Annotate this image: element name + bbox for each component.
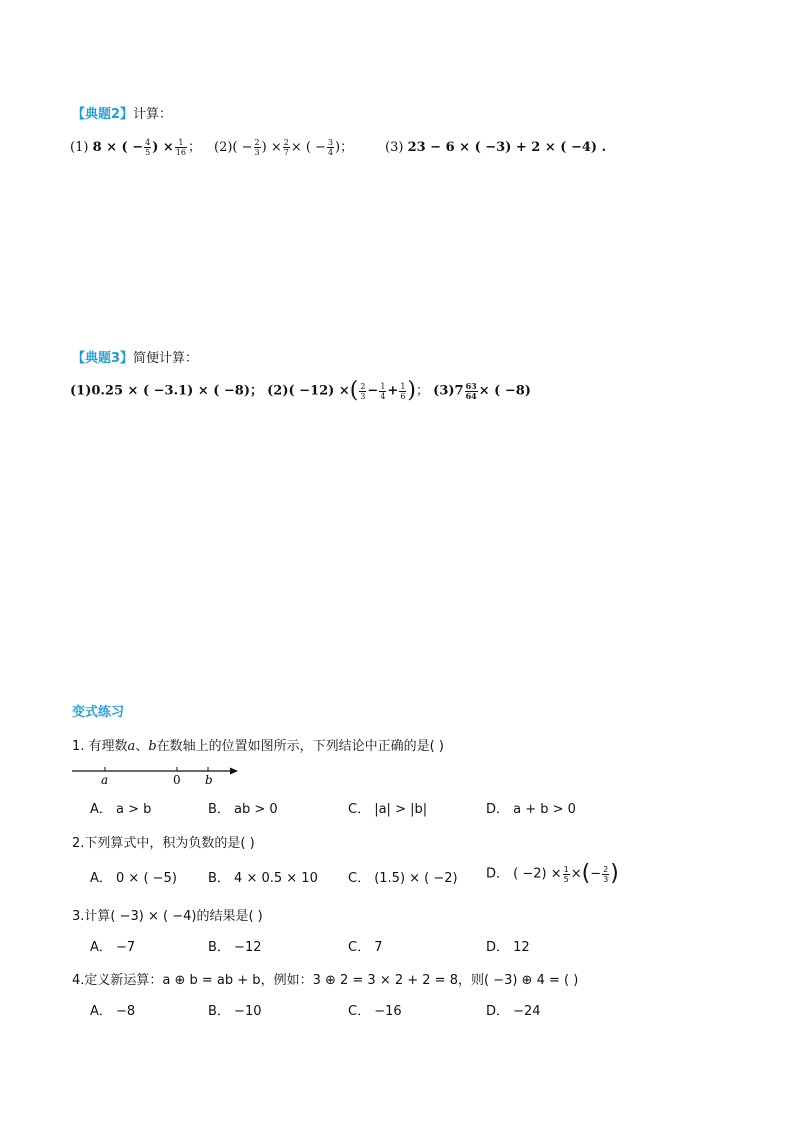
ex2-p1-a: 8 × ( − <box>92 140 144 155</box>
paren-open: ( <box>581 861 591 886</box>
frac-num: 2 <box>283 138 289 147</box>
frac-den: 7 <box>283 148 289 157</box>
ex3-p2-minus: − <box>367 383 379 399</box>
example-2-problem-3 <box>385 138 606 158</box>
q4-option-d[interactable]: D． −24 <box>486 1004 541 1019</box>
q2-d-frac1 <box>563 865 570 884</box>
frac-num: 3 <box>327 138 334 147</box>
example-3-header <box>72 347 198 366</box>
ex2-p2-b: ) × <box>261 140 282 155</box>
example-3-title: 简便计算： <box>133 351 199 366</box>
example-3-tag: 【典题3】 <box>72 351 134 366</box>
q2-option-a[interactable]: A． 0 × ( −5) <box>90 871 177 886</box>
frac-den: 3 <box>254 148 260 157</box>
example-2-problem-2 <box>214 138 353 158</box>
ex2-p2-c: × ( − <box>290 140 326 155</box>
q2-d-b: × <box>570 866 582 882</box>
label-b: b <box>205 773 213 787</box>
q1-option-c[interactable]: C． |a| > |b| <box>348 802 428 817</box>
example-2-header <box>72 103 172 122</box>
question-2: 2.下列算式中，积为负数的是( ) <box>72 836 255 851</box>
ex3-p2-frac2 <box>379 382 386 401</box>
q3-option-d[interactable]: D． 12 <box>486 940 530 955</box>
label-a: a <box>101 773 109 787</box>
q4-option-a[interactable]: A． −8 <box>90 1004 136 1019</box>
q1-var-a: a <box>127 739 136 754</box>
example-2-tag: 【典题2】 <box>72 107 134 122</box>
ex3-p2-end: ； <box>416 383 430 399</box>
paren-close: ) <box>610 861 619 886</box>
frac-den: 5 <box>563 874 569 884</box>
frac-num: 4 <box>145 138 151 147</box>
ex2-p2-frac2 <box>283 138 290 157</box>
frac-num: 2 <box>603 864 609 874</box>
question-1 <box>72 735 444 754</box>
ex3-p3-frac <box>465 382 478 401</box>
example-3-problems <box>70 378 531 403</box>
ex2-p1-label: (1) <box>70 140 89 155</box>
ex2-p1-b: ) × <box>152 140 174 155</box>
frac-num: 1 <box>380 381 386 391</box>
q4-option-c[interactable]: C． −16 <box>348 1004 402 1019</box>
ex2-p1-frac2 <box>175 138 187 157</box>
ex2-p2-frac3 <box>327 138 334 157</box>
frac-den: 6 <box>400 391 406 401</box>
q1-option-a[interactable]: A． a > b <box>90 802 152 817</box>
ex3-p3-b: × ( −8) <box>478 383 531 399</box>
ex3-p1: (1)0.25 × ( −3.1) × ( −8)； <box>70 383 264 399</box>
ex2-p2-end: )； <box>335 140 354 155</box>
frac-num: 63 <box>465 380 477 391</box>
practice-title: 变式练习 <box>72 705 125 720</box>
ex3-p3-a: (3)7 <box>433 383 464 399</box>
ex2-p2-frac1 <box>254 138 261 157</box>
q4-option-b[interactable]: B． −10 <box>208 1004 262 1019</box>
frac-den: 4 <box>380 391 386 401</box>
q2-d-c: − <box>590 866 602 882</box>
ex3-p2-frac3 <box>399 382 406 401</box>
q2-option-c[interactable]: C． (1.5) × ( −2) <box>348 871 458 886</box>
example-2-title: 计算： <box>133 107 173 122</box>
ex2-p1-end: ； <box>187 140 201 155</box>
frac-num: 1 <box>563 864 569 874</box>
frac-den: 5 <box>145 148 151 157</box>
ex3-p2-plus: + <box>387 383 399 399</box>
question-3: 3.计算( −3) × ( −4)的结果是( ) <box>72 909 263 924</box>
q1-text-a: 1. 有理数 <box>72 739 128 754</box>
paren-open: ( <box>349 378 359 403</box>
q2-option-b[interactable]: B． 4 × 0.5 × 10 <box>208 871 318 886</box>
label-0: 0 <box>173 773 181 787</box>
q1-option-b[interactable]: B． ab > 0 <box>208 802 278 817</box>
frac-den: 3 <box>603 874 609 884</box>
frac-den: 4 <box>327 148 334 157</box>
frac-num: 1 <box>400 381 406 391</box>
frac-den: 16 <box>175 148 186 157</box>
q1-text-b: 、 <box>135 739 149 754</box>
q1-option-d[interactable]: D． a + b > 0 <box>486 802 576 817</box>
paren-close: ) <box>407 378 417 403</box>
frac-num: 2 <box>254 138 260 147</box>
ex3-p2-a: (2)( −12) × <box>267 383 350 399</box>
number-line <box>70 762 245 788</box>
q2-option-d[interactable] <box>486 861 619 888</box>
ex2-p3-label: (3) <box>385 140 404 155</box>
number-line-arrow <box>230 768 238 775</box>
frac-den: 64 <box>465 390 477 401</box>
q3-option-c[interactable]: C． 7 <box>348 940 383 955</box>
ex2-p3: 23 − 6 × ( −3) + 2 × ( −4) . <box>407 140 607 155</box>
frac-num: 1 <box>175 138 187 148</box>
ex2-p2-a: (2)( − <box>214 140 253 155</box>
example-2-problems <box>70 138 201 158</box>
q1-var-b: b <box>148 739 157 754</box>
q1-text-c: 在数轴上的位置如图所示，下列结论中正确的是( ) <box>156 739 444 754</box>
q3-option-a[interactable]: A． −7 <box>90 940 136 955</box>
q3-option-b[interactable]: B． −12 <box>208 940 262 955</box>
q2-d-a: D． ( −2) × <box>486 866 562 882</box>
question-4: 4.定义新运算：a ⊕ b = ab + b，例如：3 ⊕ 2 = 3 × 2 + 2 = 8，则( −3) ⊕ 4 = ( ) <box>72 973 579 988</box>
frac-num: 2 <box>360 381 366 391</box>
ex2-p1-frac1 <box>144 138 151 157</box>
ex3-p2-frac1 <box>359 382 366 401</box>
frac-den: 3 <box>360 391 366 401</box>
q2-d-frac2 <box>602 865 609 884</box>
